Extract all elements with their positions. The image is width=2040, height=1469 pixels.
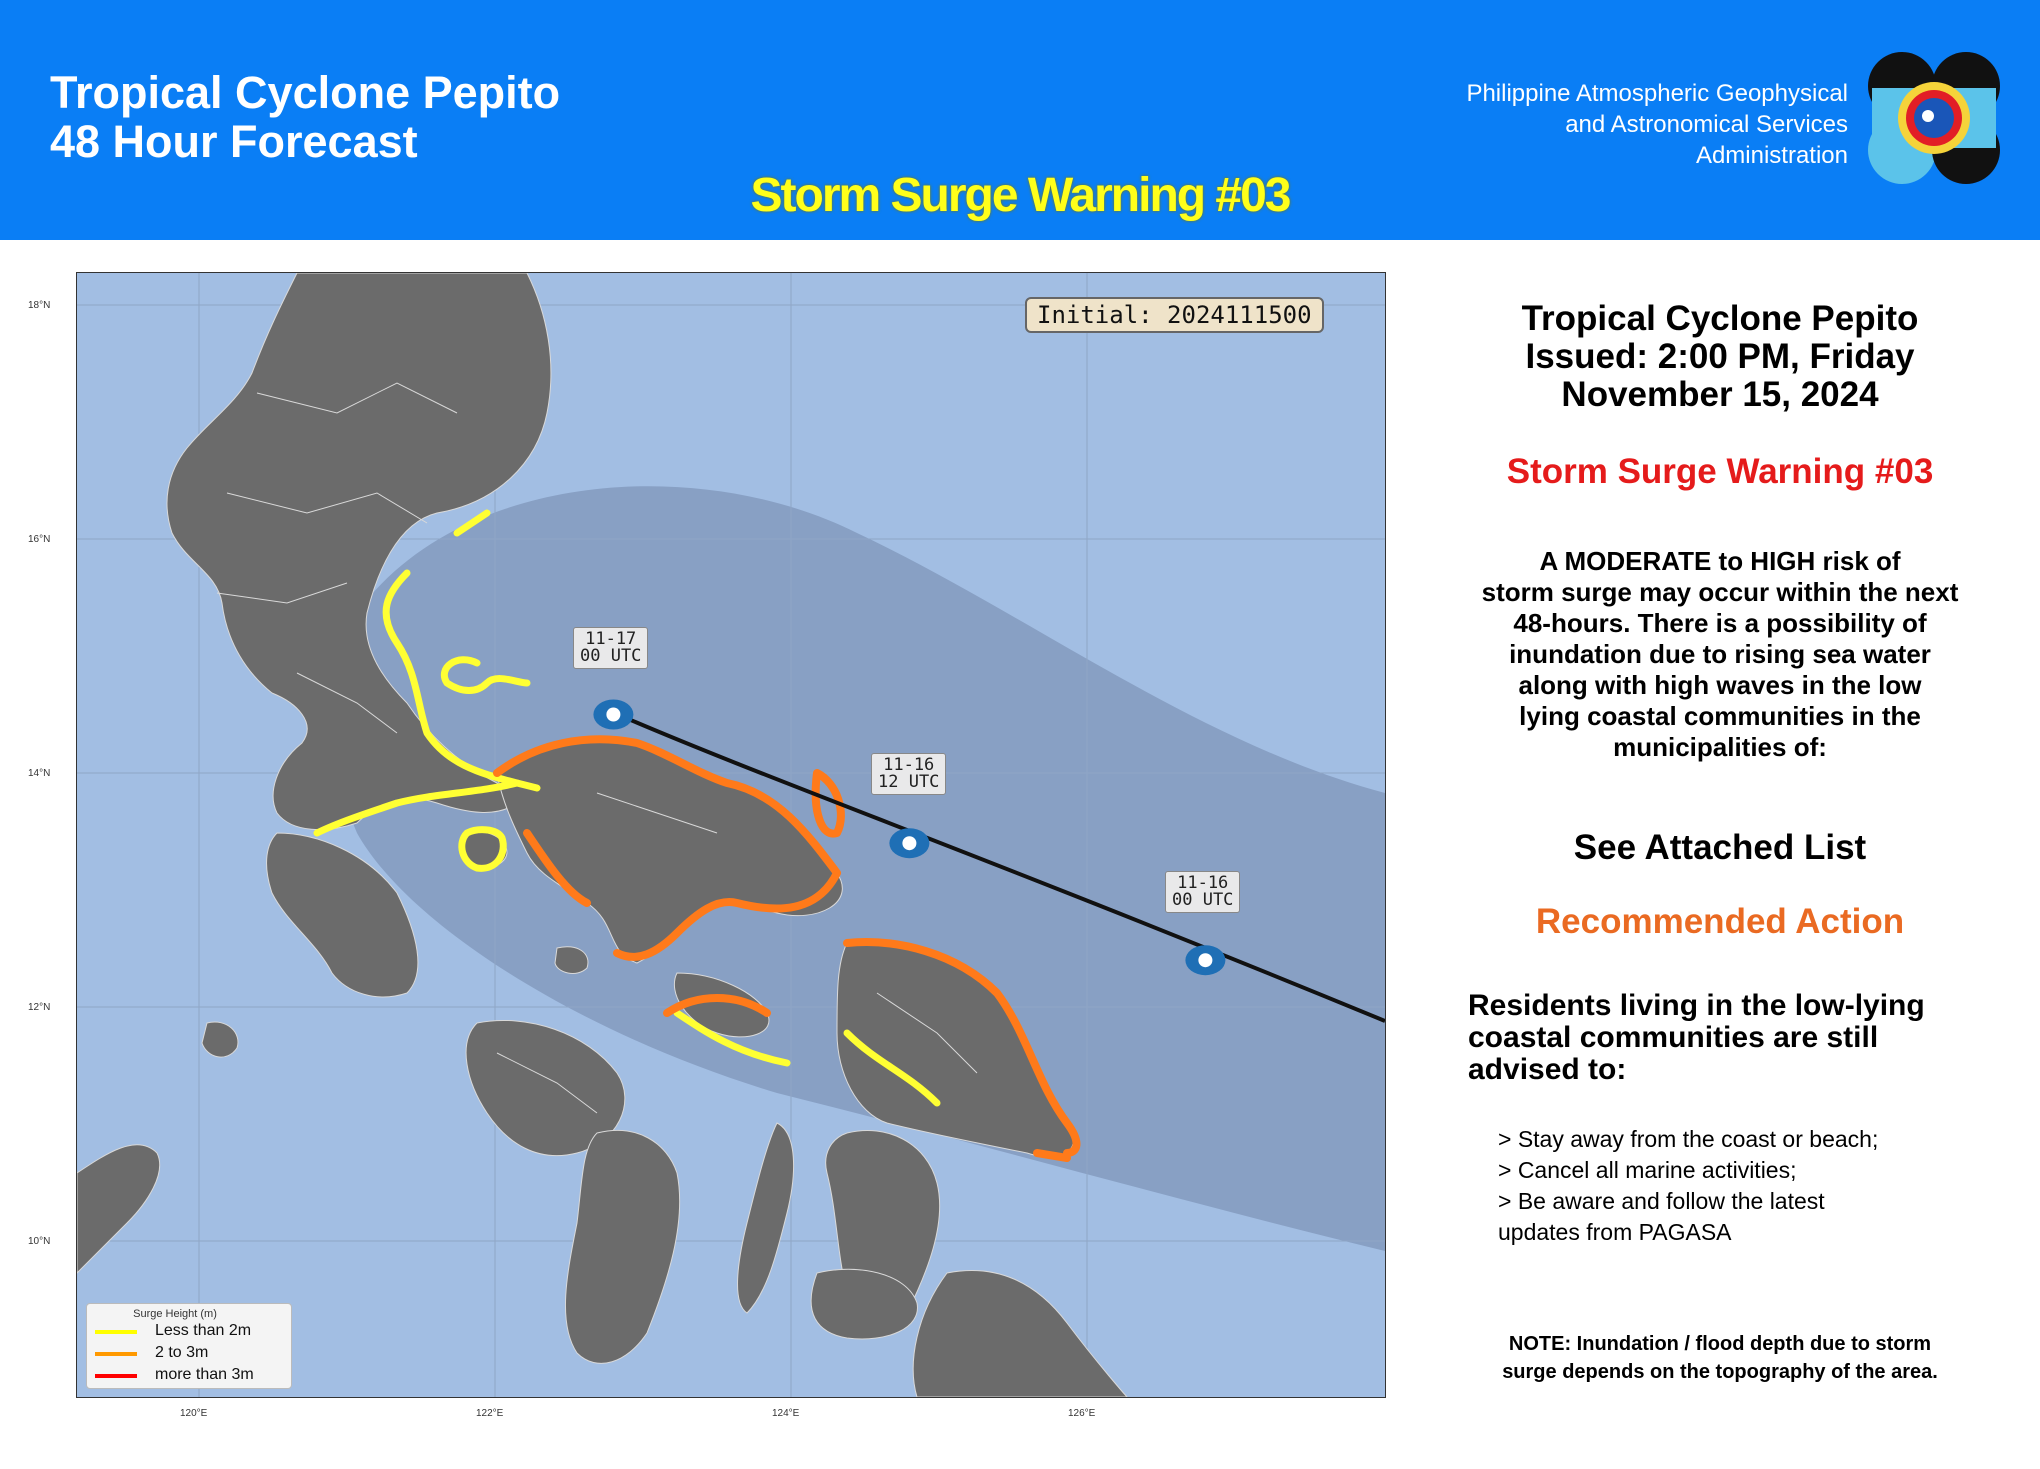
surge-contour-orange <box>1037 1153 1067 1158</box>
legend-label: 2 to 3m <box>155 1344 209 1361</box>
track-label-time: 00 UTC <box>580 646 642 666</box>
lon-tick-126e: 126°E <box>1068 1408 1096 1419</box>
track-label-time: 00 UTC <box>1172 890 1234 910</box>
residents-advisory <box>1468 990 2008 1086</box>
risk-line: lying coastal communities in the <box>1519 701 1921 731</box>
surge-height-legend <box>86 1303 292 1389</box>
advisory-line: advised to: <box>1468 1053 1627 1086</box>
storm-surge-map <box>76 272 1386 1398</box>
note-line: NOTE: Inundation / flood depth due to storm <box>1508 1333 1932 1355</box>
action-item: updates from PAGASA <box>1498 1219 1732 1245</box>
lat-tick-14n: 14°N <box>28 768 51 779</box>
header-warning: Storm Surge Warning #03 <box>750 169 1290 222</box>
agency-line3: Administration <box>1695 142 1848 169</box>
note-line: surge depends on the topography of the area. <box>1502 1361 1938 1383</box>
agency-line2: and Astronomical Services <box>1565 111 1848 138</box>
track-label-11-16-12utc <box>871 753 946 795</box>
agency-name <box>1388 78 1848 171</box>
small-island-west <box>202 1022 238 1057</box>
advisory-line: Residents living in the low-lying <box>1468 989 1925 1022</box>
cyclone-marker-icon <box>1185 945 1225 975</box>
cyclone-marker-icon <box>889 828 929 858</box>
risk-line: 48-hours. There is a possibility of <box>1513 608 1927 638</box>
legend-swatch-orange <box>95 1352 137 1356</box>
mindanao-north <box>913 1270 1127 1397</box>
risk-line: storm surge may occur within the next <box>1481 577 1959 607</box>
cyclone-marker-icon <box>593 700 633 730</box>
cebu-island <box>738 1123 794 1313</box>
track-label-11-17-00utc <box>573 627 648 669</box>
lat-tick-18n: 18°N <box>28 300 51 311</box>
pagasa-logo-icon <box>1862 46 2006 190</box>
negros-island <box>565 1130 679 1363</box>
header-title-line2: 48 Hour Forecast <box>50 116 418 167</box>
action-item: > Cancel all marine activities; <box>1498 1157 1797 1183</box>
panel-title-line3: November 15, 2024 <box>1561 375 1879 414</box>
map-canvas <box>77 273 1385 1397</box>
track-label-date: 11-16 <box>1177 873 1229 893</box>
panel-title-line1: Tropical Cyclone Pepito <box>1521 299 1919 338</box>
lat-tick-16n: 16°N <box>28 534 51 545</box>
initial-time-label: Initial: 2024111500 <box>1025 297 1324 333</box>
lat-tick-12n: 12°N <box>28 1002 51 1013</box>
lon-tick-124e: 124°E <box>772 1408 800 1419</box>
header-title <box>50 68 560 166</box>
legend-swatch-red <box>95 1374 137 1378</box>
legend-label: Less than 2m <box>155 1322 252 1339</box>
action-list <box>1498 1124 2018 1248</box>
header-title-line1: Tropical Cyclone Pepito <box>50 67 561 118</box>
legend-swatch-yellow <box>95 1330 137 1334</box>
lon-tick-122e: 122°E <box>476 1408 504 1419</box>
inundation-note <box>1420 1330 2020 1386</box>
risk-line: municipalities of: <box>1613 732 1827 762</box>
risk-statement <box>1420 546 2020 763</box>
panel-warning: Storm Surge Warning #03 <box>1506 452 1934 491</box>
legend-title: Surge Height (m) <box>133 1308 217 1320</box>
panel-title <box>1420 300 2020 414</box>
lat-tick-10n: 10°N <box>28 1236 51 1247</box>
recommended-action-heading: Recommended Action <box>1535 902 1905 941</box>
advisory-line: coastal communities are still <box>1468 1021 1879 1054</box>
risk-line: A MODERATE to HIGH risk of <box>1539 546 1901 576</box>
risk-line: inundation due to rising sea water <box>1509 639 1931 669</box>
legend-label: more than 3m <box>155 1366 254 1383</box>
palawan-island <box>77 1145 160 1273</box>
lon-tick-120e: 120°E <box>180 1408 208 1419</box>
see-attached-list: See Attached List <box>1573 828 1867 867</box>
track-label-time: 12 UTC <box>878 772 940 792</box>
action-item: > Be aware and follow the latest <box>1498 1188 1825 1214</box>
track-label-11-16-00utc <box>1165 871 1240 913</box>
risk-line: along with high waves in the low <box>1518 670 1922 700</box>
agency-line1: Philippine Atmospheric Geophysical <box>1466 80 1848 107</box>
header-bar <box>0 0 2040 240</box>
track-label-date: 11-16 <box>883 755 935 775</box>
action-item: > Stay away from the coast or beach; <box>1498 1126 1879 1152</box>
panel-title-line2: Issued: 2:00 PM, Friday <box>1525 337 1915 376</box>
track-label-date: 11-17 <box>585 629 637 649</box>
